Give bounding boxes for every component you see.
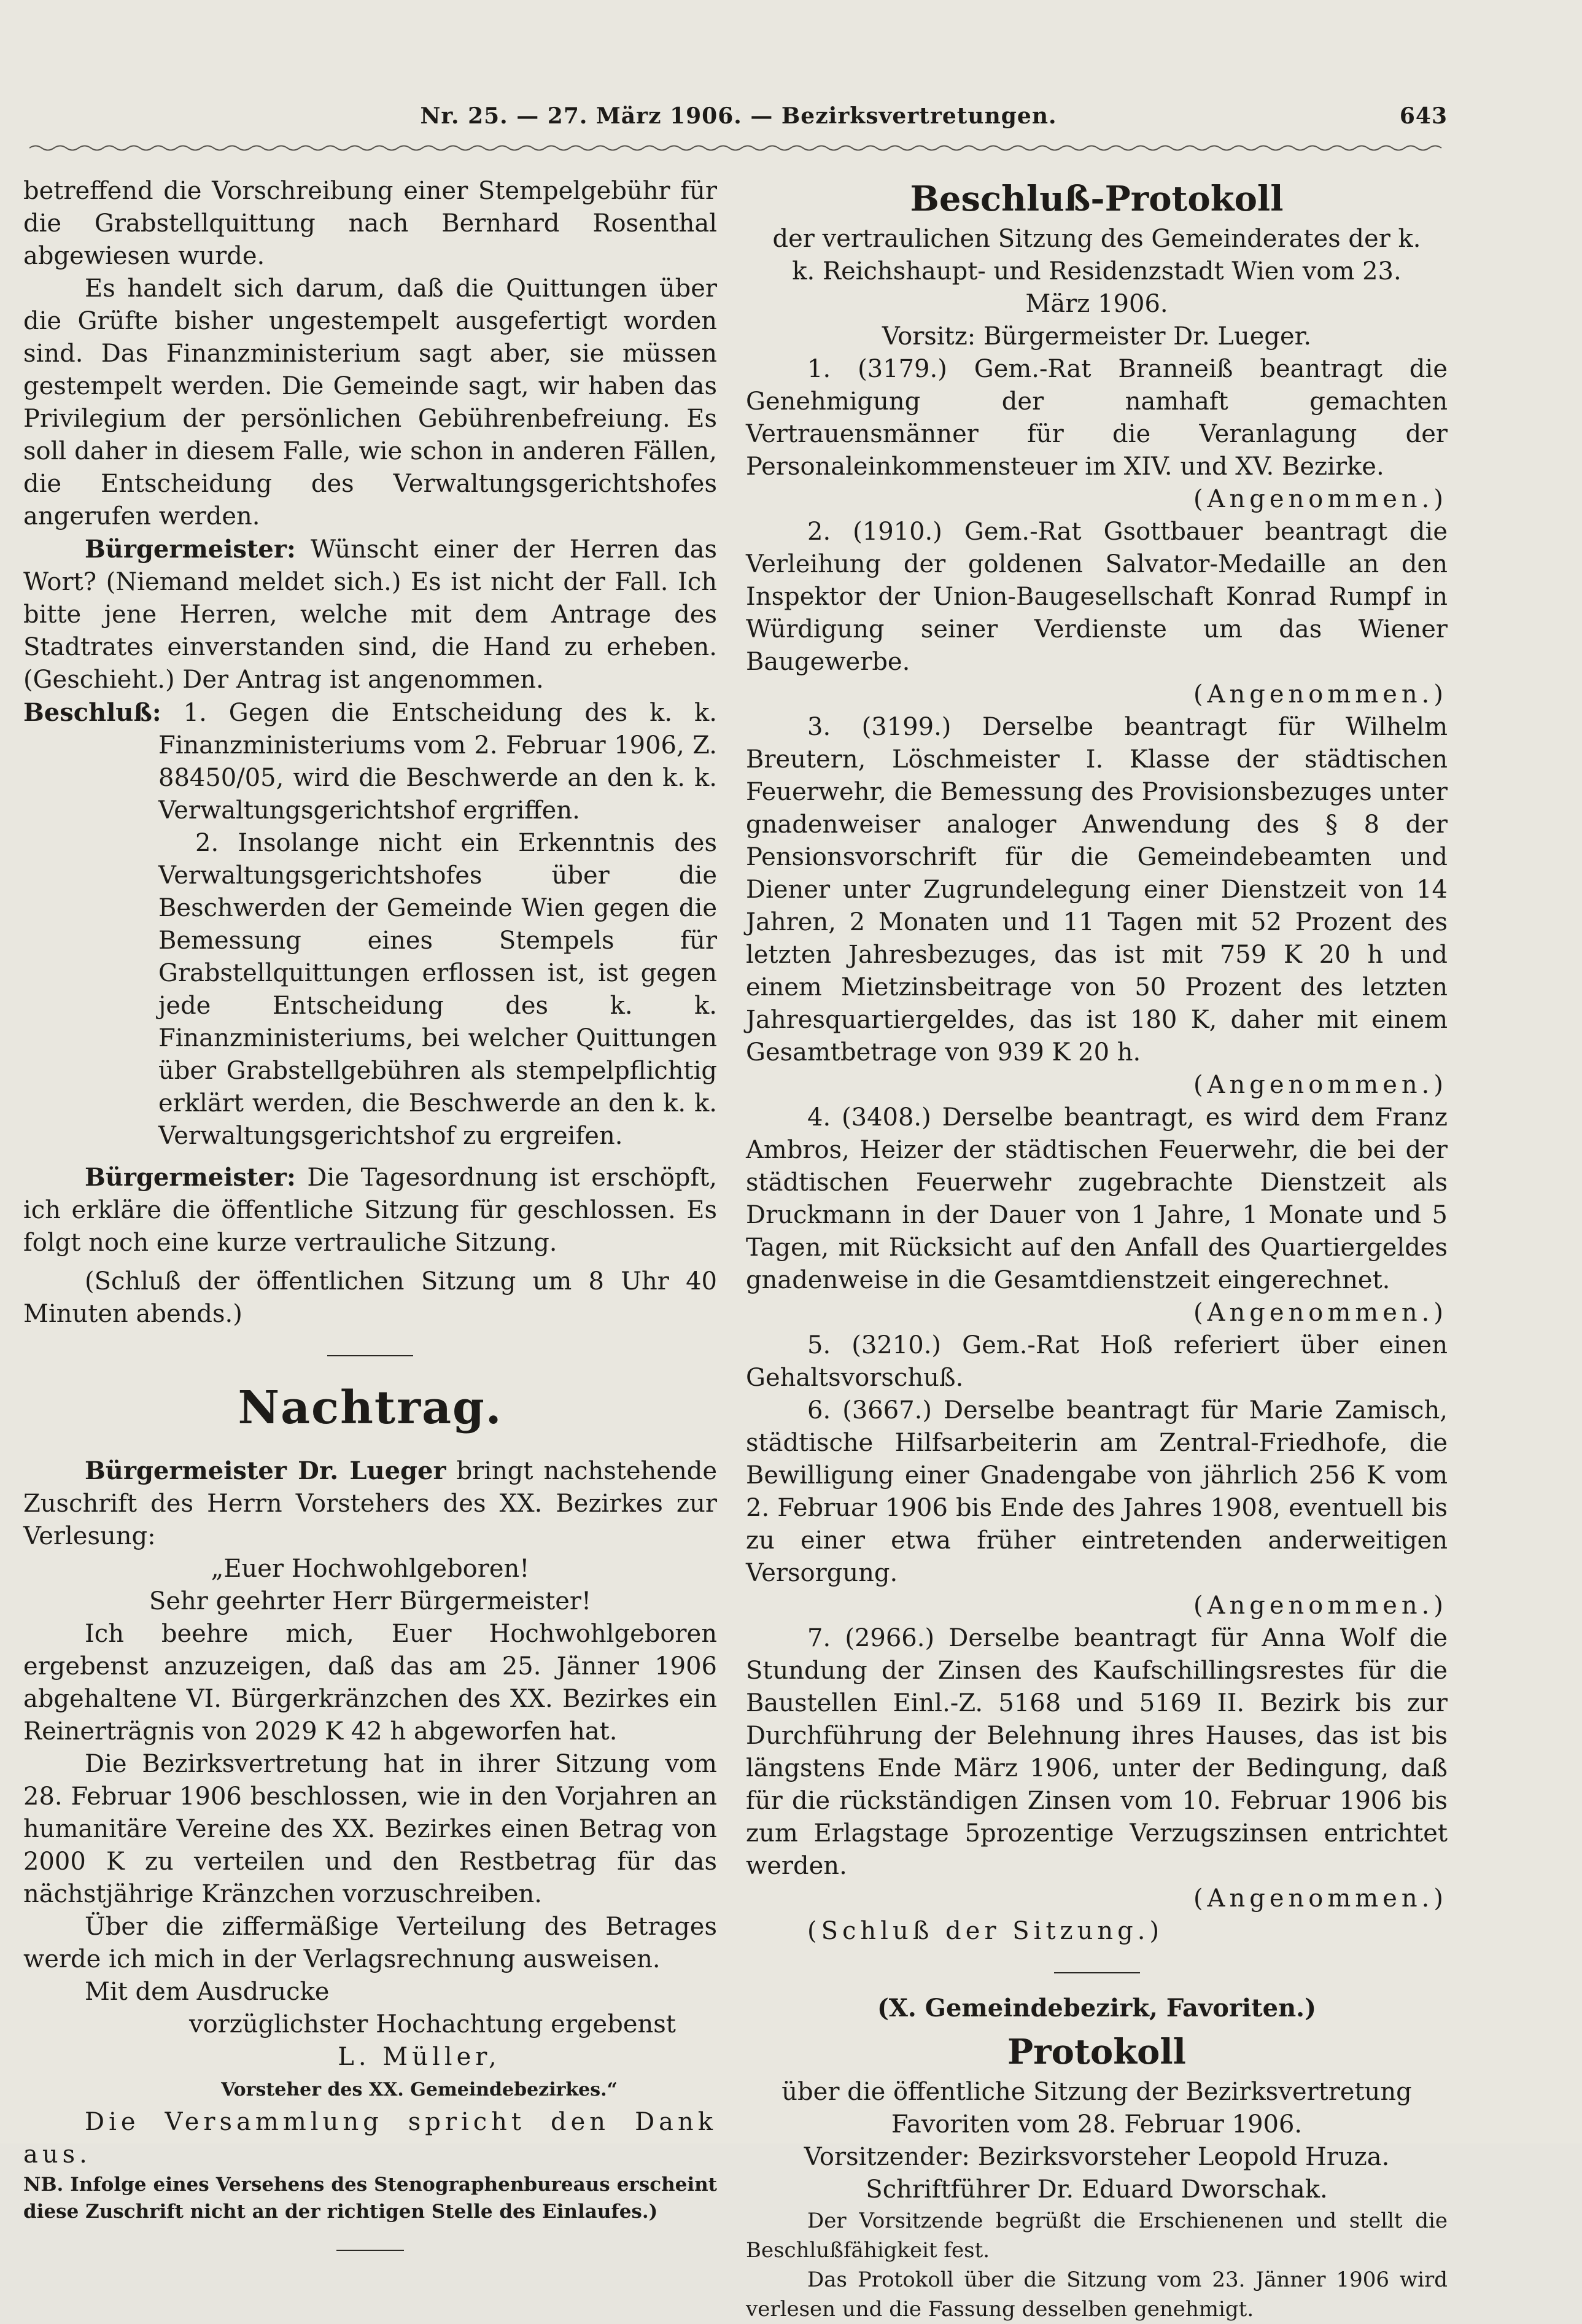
page-number: 643 — [1399, 103, 1448, 129]
paragraph: Die Tagesordnung ist erschöpft, ich erkläre die öffentliche Sitzung für geschlossen. Es folgt noch eine kurze vertrauliche Sitzung. — [23, 1164, 718, 1257]
letter-salutation: „Euer Hochwohlgeboren! — [211, 1555, 530, 1583]
protocol-title: Beschluß-Protokoll — [910, 179, 1284, 219]
agenda-item: 4. (3408.) Derselbe beantragt, es wird dem Franz Ambros, Heizer der städtischen Feuerwehr, die bei der städtischen Feuerwehr zugebrachte Dienstzeit als Druckmann in der Dauer von 1 Jahre, 1 Monate und 5 Tagen, mit Rücksicht auf den Anfall des Quartiergeldes gnadenweise in die Gesamtdienstzeit eingerechnet. — [746, 1103, 1448, 1294]
agenda-item: 7. (2966.) Derselbe beantragt für Anna Wolf die Stundung der Zinsen des Kaufschillingsrestes für die Baustellen Einl.-Z. 5168 und 5169 II. Bezirk bis zur Durchführung der Belehnung ihres Hauses, das ist bis längstens Ende März 1906, unter der Bedingung, daß für die rückständigen Zinsen vom 10. Februar 1906 bis zum Erlagstage 5prozentige Verzugszinsen entrichtet werden. — [746, 1624, 1448, 1880]
resolution-item: 1. Gegen die Entscheidung des k. k. Finanzministeriums vom 2. Februar 1906, Z. 88450/05, wird die Beschwerde an den k. k. Verwaltungsgerichtshof ergriffen. — [158, 699, 718, 825]
paragraph: bringt nachstehende Zuschrift des Herrn Vorstehers des XX. Bezirkes zur Verlesung: — [23, 1457, 717, 1550]
paragraph: Die Versammlung spricht den Dank aus. — [23, 2108, 717, 2169]
paragraph: Der Vorsitzende begrüßt die Erschienenen und stellt die Beschlußfähigkeit fest. — [746, 2209, 1448, 2263]
result-label: (Angenommen.) — [1193, 485, 1448, 513]
agenda-item: 6. (3667.) Derselbe beantragt für Marie Zamisch, städtische Hilfsarbeiterin am Zentral-Friedhofe, die Bewilligung einer Gnadengabe von jährlich 256 K vom 2. Februar 1906 bis Ende des Jahres 1908, eventuell bis zu einer etwa früher eintretenden anderweitigen Versorgung. — [746, 1396, 1448, 1587]
paragraph: (Schluß der öffentlichen Sitzung um 8 Uhr 40 Minuten abends.) — [23, 1267, 717, 1328]
speaker-label: Bürgermeister Dr. Lueger — [85, 1456, 446, 1485]
speaker-label: Bürgermeister: — [85, 1163, 296, 1192]
note: NB. Infolge eines Versehens des Stenographenbureaus erscheint diese Zuschrift nicht an der richtigen Stelle des Einlaufes.) — [23, 2174, 717, 2223]
result-label: (Angenommen.) — [1193, 680, 1448, 709]
secretary-line: Schriftführer Dr. Eduard Dworschak. — [866, 2175, 1328, 2204]
agenda-item: 5. (3210.) Gem.-Rat Hoß referiert über einen Gehaltsvorschuß. — [746, 1331, 1448, 1392]
result-label: (Angenommen.) — [1193, 1071, 1448, 1099]
header-wavy-rule — [29, 142, 1448, 154]
section-divider — [1054, 1972, 1140, 1973]
paragraph: Mit dem Ausdrucke — [85, 1978, 330, 2006]
paragraph: Ich beehre mich, Euer Hochwohlgeboren ergebenst anzuzeigen, daß das am 25. Jänner 1906 abgehaltene VI. Bürgerkränzchen des XX. Bezirkes ein Reinerträgnis von 2029 K 42 h abgeworfen hat. — [23, 1620, 717, 1746]
paragraph: Über die ziffermäßige Verteilung des Betrages werde ich mich in der Verlagsrechnung ausweisen. — [23, 1913, 717, 1973]
paragraph: Es handelt sich darum, daß die Quittungen über die Grüfte bisher ungestempelt ausgefertigt worden sind. Das Finanzministerium sagt aber, sie müssen gestempelt werden. Die Gemeinde sagt, wir haben das Privilegium der persönlichen Gebührenbefreiung. Es soll daher in diesem Falle, wie schon in anderen Fällen, die Entscheidung des Verwaltungsgerichtshofes angerufen werden. — [23, 274, 717, 530]
agenda-item: 1. (3179.) Gem.-Rat Branneiß beantragt die Genehmigung der namhaft gemachten Vertrauensmänner für die Veranlagung der Personaleinkommensteuer im XIV. und XV. Bezirke. — [746, 355, 1448, 481]
protocol-subtitle: über die öffentliche Sitzung der Bezirksvertretung Favoriten vom 28. Februar 1906. — [781, 2078, 1412, 2139]
protocol-title: Protokoll — [1007, 2032, 1186, 2072]
protocol-subtitle: der vertraulichen Sitzung des Gemeinderates der k. k. Reichshaupt- und Residenzstadt Wien vom 23. März 1906. — [772, 225, 1421, 318]
paragraph: Das Protokoll über die Sitzung vom 23. Jänner 1906 wird verlesen und die Fassung desselben genehmigt. — [746, 2268, 1448, 2322]
section-divider — [336, 2250, 404, 2251]
agenda-item: 3. (3199.) Derselbe beantragt für Wilhelm Breutern, Löschmeister I. Klasse der städtischen Feuerwehr, die Bemessung des Provisionsbezuges unter gnadenweiser analoger Anwendung des § 8 der Pensionsvorschrift für die Gemeindebeamten und Diener unter Zugrundelegung einer Dienstzeit von 14 Jahren, 2 Monaten und 11 Tagen mit 52 Prozent des letzten Jahresbezuges, das ist mit 759 K 20 h und einem Mietzinsbeitrage von 50 Prozent des letzten Jahresquartiergeldes, das ist 180 K, daher mit einem Gesamtbetrage von 939 K 20 h. — [746, 713, 1448, 1067]
chair-line: Vorsitz: Bürgermeister Dr. Lueger. — [882, 322, 1312, 351]
issue-line: Nr. 25. — 27. März 1906. — Bezirksvertretungen. — [420, 103, 1057, 129]
resolution-item: 2. Insolange nicht ein Erkenntnis des Verwaltungsgerichtshofes über die Beschwerden der Gemeinde Wien gegen die Bemessung eines Stempels für Grabstellquittungen erflossen ist, ist gegen jede Entscheidung des k. k. Finanzministeriums, bei welcher Quittungen über Grabstellgebühren als stempelpflichtig erklärt werden, die Beschwerde an den k. k. Verwaltungsgerichtshof zu ergreifen. — [158, 829, 717, 1150]
result-label: (Angenommen.) — [1193, 1299, 1448, 1327]
left-column — [23, 175, 717, 2269]
paragraph: Wünscht einer der Herren das Wort? (Niemand meldet sich.) Es ist nicht der Fall. Ich bitte jene Herren, welche mit dem Antrage des Stadtrates einverstanden sind, die Hand zu erheben. (Geschieht.) Der Antrag ist angenommen. — [23, 535, 717, 694]
agenda-item: 2. (1910.) Gem.-Rat Gsottbauer beantragt die Verleihung der goldenen Salvator-Medaille an den Inspektor der Union-Baugesellschaft Konrad Rumpf in Würdigung seiner Verdienste um das Wiener Baugewerbe. — [746, 518, 1448, 676]
chair-line: Vorsitzender: Bezirksvorsteher Leopold Hruza. — [804, 2143, 1390, 2171]
right-column — [746, 175, 1448, 2324]
letter-salutation: Sehr geehrter Herr Bürgermeister! — [149, 1587, 592, 1615]
result-label: (Angenommen.) — [1193, 1884, 1448, 1913]
result-label: (Angenommen.) — [1193, 1591, 1448, 1620]
section-divider — [327, 1355, 413, 1356]
signature-title: Vorsteher des XX. Gemeindebezirkes.“ — [221, 2079, 618, 2101]
beschluss-label: Beschluß: — [23, 698, 161, 727]
page-header — [29, 103, 1448, 140]
paragraph: Die Bezirksvertretung hat in ihrer Sitzung vom 28. Februar 1906 beschlossen, wie in den Vorjahren an humanitäre Vereine des XX. Bezirkes einen Betrag von 2000 K zu verteilen und den Restbetrag für das nächstjährige Kränzchen vorzuschreiben. — [23, 1750, 717, 1908]
nachtrag-title: Nachtrag. — [238, 1382, 503, 1434]
session-end: (Schluß der Sitzung.) — [807, 1917, 1164, 1945]
paragraph: vorzüglichster Hochachtung ergebenst — [189, 2010, 676, 2038]
speaker-label: Bürgermeister: — [85, 535, 296, 564]
signature-name: L. Müller, — [338, 2043, 501, 2071]
paragraph: betreffend die Vorschreibung einer Stempelgebühr für die Grabstellquittung nach Bernhard Rosenthal abgewiesen wurde. — [23, 177, 717, 270]
district-heading: (X. Gemeindebezirk, Favoriten.) — [877, 1994, 1317, 2023]
